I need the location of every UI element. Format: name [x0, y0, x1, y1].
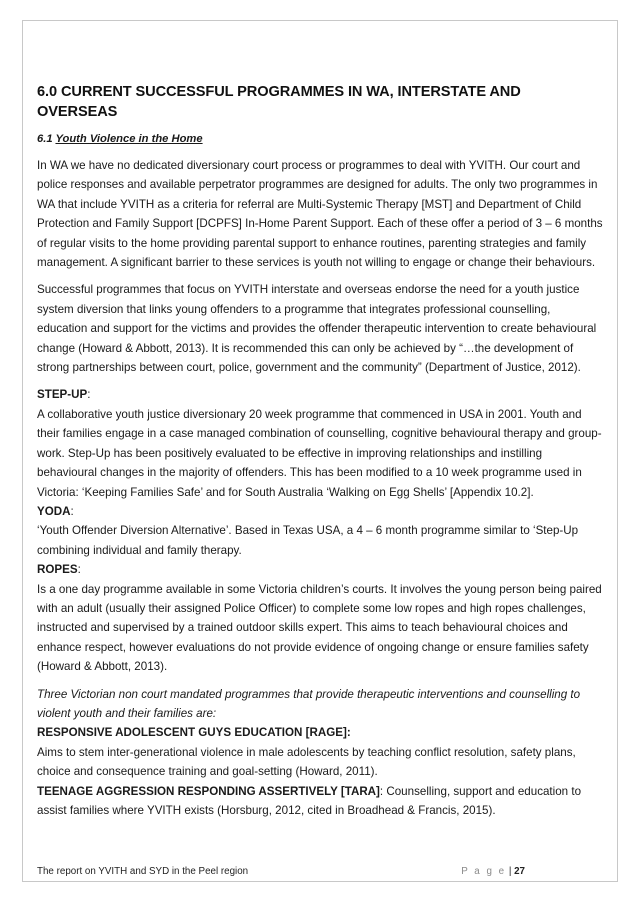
programme-rage — [37, 723, 603, 781]
programme-yoda — [37, 502, 603, 560]
document-body — [37, 82, 603, 820]
programme-ropes — [37, 560, 603, 676]
programme-yoda-label: YODA: — [37, 504, 74, 518]
programme-step-up-label: STEP-UP: — [37, 388, 91, 402]
programme-tara-label: TEENAGE AGGRESSION RESPONDING ASSERTIVELY [TARA] — [37, 784, 380, 798]
paragraph-wa-programmes: In WA we have no dedicated diversionary court process or programmes to deal with YVITH. Our court and police responses and available perpetrator programmes are designed for adults. The only two programmes in WA that include YVITH as a criteria for referral are Multi-Systemic Therapy [MST] and Department of Child Protection and Family Support [DCPFS] In-Home Parent Support. Each of these offer a period of 3 – 6 months of regular visits to the home providing parental support to enhance routines, parenting strategies and family management. A significant barrier to these services is youth not willing to engage or change their behaviours. — [37, 159, 603, 270]
subsection-number: 6.1 — [37, 133, 53, 145]
programme-tara-description: : Counselling, support and education to assist families where YVITH exists (Horsburg, 2012, cited in Broadhead & Francis, 2015). — [37, 784, 582, 817]
programme-ropes-description: Is a one day programme available in some Victoria children’s courts. It involves the young person being paired with an adult (usually their assigned Police Officer) to complete some low ropes and high ropes challenges, instructed and supervised by a trained outdoor skills expert. This aims to teach behavioural choices and enhance respect, however evaluations do not provide evidence of ongoing change or ensure families safety (Howard & Abbott, 2013). — [37, 582, 602, 674]
programme-rage-description: Aims to stem inter-generational violence in male adolescents by teaching conflict resolution, safety plans, choice and consequence training and goal-setting (Howard, 2011). — [37, 745, 576, 779]
victorian-programmes-intro: Three Victorian non court mandated programmes that provide therapeutic interventions and counselling to violent youth and their families are: — [37, 687, 581, 720]
footer-page-number: 27 — [514, 866, 525, 877]
paragraph-interstate-programmes: Successful programmes that focus on YVITH interstate and overseas endorse the need for a youth justice system diversion that links young offenders to a programme that integrates professional counselling, education and support for the victims and provides the offender therapeutic intervention to create behavioural change (Howard & Abbott, 2013). It is recommended this can only be achieved by “…the development of strong partnerships between court, police, government and the community” (Department of Justice, 2012). — [37, 283, 597, 375]
footer-page-indicator — [461, 865, 525, 879]
footer-separator: | — [508, 866, 512, 877]
page-footer — [37, 865, 525, 879]
footer-page-label: P a g e — [461, 866, 507, 877]
programme-yoda-description: ‘Youth Offender Diversion Alternative’. Based in Texas USA, a 4 – 6 month programme similar to ‘Step-Up combining individual and family therapy. — [37, 524, 579, 557]
section-heading: 6.0 CURRENT SUCCESSFUL PROGRAMMES IN WA, INTERSTATE AND OVERSEAS — [37, 84, 521, 120]
programme-rage-label: RESPONSIVE ADOLESCENT GUYS EDUCATION [RAGE]: — [37, 726, 351, 740]
footer-report-title: The report on YVITH and SYD in the Peel region — [37, 866, 249, 877]
programme-step-up-description: A collaborative youth justice diversionary 20 week programme that commenced in USA in 2001. Youth and their families engage in a case managed combination of counselling, cognitive behavioural therapy and group-work. Step-Up has been positively evaluated to be effective in improving relationships and instilling behavioural changes in the majority of offenders. This has been modified to a 10 week programme used in Victoria: ‘Keeping Families Safe’ and for South Australia ‘Walking on Egg Shells’ [Appendix 10.2]. — [37, 407, 602, 499]
programme-tara — [37, 782, 603, 821]
subsection-title: Youth Violence in the Home — [55, 133, 203, 145]
subsection-heading — [37, 130, 603, 148]
programme-step-up — [37, 385, 603, 501]
programme-ropes-label: ROPES: — [37, 563, 81, 577]
